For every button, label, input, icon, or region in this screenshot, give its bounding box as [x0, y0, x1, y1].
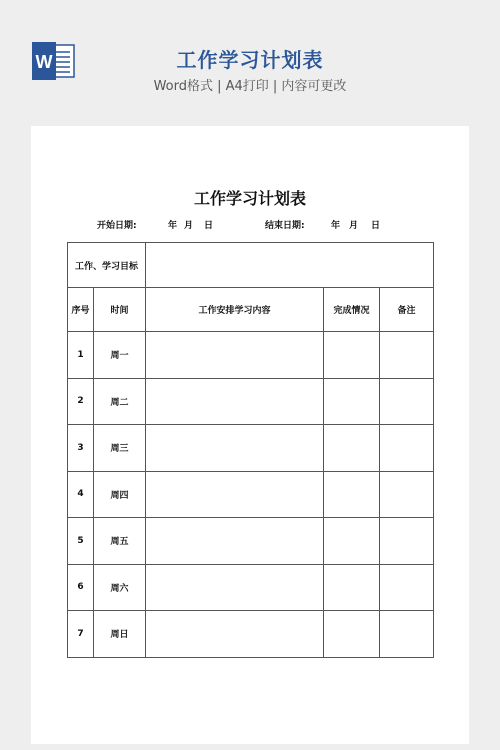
page-header [0, 0, 500, 125]
notes-cell[interactable] [380, 378, 434, 425]
content-cell[interactable] [146, 611, 324, 658]
row-day: 周六 [94, 564, 146, 611]
status-cell[interactable] [324, 518, 380, 565]
document-page [31, 126, 469, 744]
status-cell[interactable] [324, 378, 380, 425]
row-day: 周五 [94, 518, 146, 565]
end-month-unit: 月 [349, 221, 359, 231]
column-header-time: 时间 [94, 288, 146, 332]
end-date-label: 结束日期: [265, 221, 305, 231]
row-number: 6 [68, 564, 94, 611]
page-subtitle: Word格式 | A4打印 | 内容可更改 [153, 79, 347, 94]
row-number: 1 [68, 332, 94, 379]
end-day-unit: 日 [371, 221, 381, 231]
table-header-row [68, 288, 434, 332]
end-year-unit: 年 [331, 221, 341, 231]
column-header-status: 完成情况 [324, 288, 380, 332]
row-day: 周三 [94, 425, 146, 472]
content-cell[interactable] [146, 564, 324, 611]
start-day-unit: 日 [204, 221, 214, 231]
table-row [68, 518, 434, 565]
row-number: 4 [68, 471, 94, 518]
column-header-notes: 备注 [380, 288, 434, 332]
table-row [68, 564, 434, 611]
content-cell[interactable] [146, 518, 324, 565]
goal-cell[interactable] [146, 243, 434, 288]
plan-table [67, 242, 434, 658]
column-header-no: 序号 [68, 288, 94, 332]
status-cell[interactable] [324, 611, 380, 658]
table-row [68, 425, 434, 472]
start-year-unit: 年 [168, 221, 178, 231]
content-cell[interactable] [146, 332, 324, 379]
notes-cell[interactable] [380, 332, 434, 379]
date-row [31, 218, 469, 232]
status-cell[interactable] [324, 471, 380, 518]
table-row [68, 471, 434, 518]
row-day: 周日 [94, 611, 146, 658]
notes-cell[interactable] [380, 518, 434, 565]
document-title: 工作学习计划表 [193, 189, 306, 208]
goal-label: 工作、学习目标 [68, 243, 146, 288]
notes-cell[interactable] [380, 564, 434, 611]
table-row [68, 332, 434, 379]
content-cell[interactable] [146, 378, 324, 425]
table-row [68, 378, 434, 425]
page-title: 工作学习计划表 [176, 48, 324, 72]
notes-cell[interactable] [380, 425, 434, 472]
notes-cell[interactable] [380, 611, 434, 658]
row-day: 周一 [94, 332, 146, 379]
status-cell[interactable] [324, 564, 380, 611]
row-day: 周二 [94, 378, 146, 425]
row-number: 5 [68, 518, 94, 565]
status-cell[interactable] [324, 425, 380, 472]
word-icon-letter: W [35, 52, 53, 72]
column-header-content: 工作安排学习内容 [146, 288, 324, 332]
goal-row [68, 243, 434, 288]
row-day: 周四 [94, 471, 146, 518]
row-number: 3 [68, 425, 94, 472]
content-cell[interactable] [146, 425, 324, 472]
status-cell[interactable] [324, 332, 380, 379]
table-row [68, 611, 434, 658]
start-date-label: 开始日期: [97, 221, 137, 231]
row-number: 7 [68, 611, 94, 658]
start-month-unit: 月 [184, 221, 194, 231]
content-cell[interactable] [146, 471, 324, 518]
notes-cell[interactable] [380, 471, 434, 518]
row-number: 2 [68, 378, 94, 425]
